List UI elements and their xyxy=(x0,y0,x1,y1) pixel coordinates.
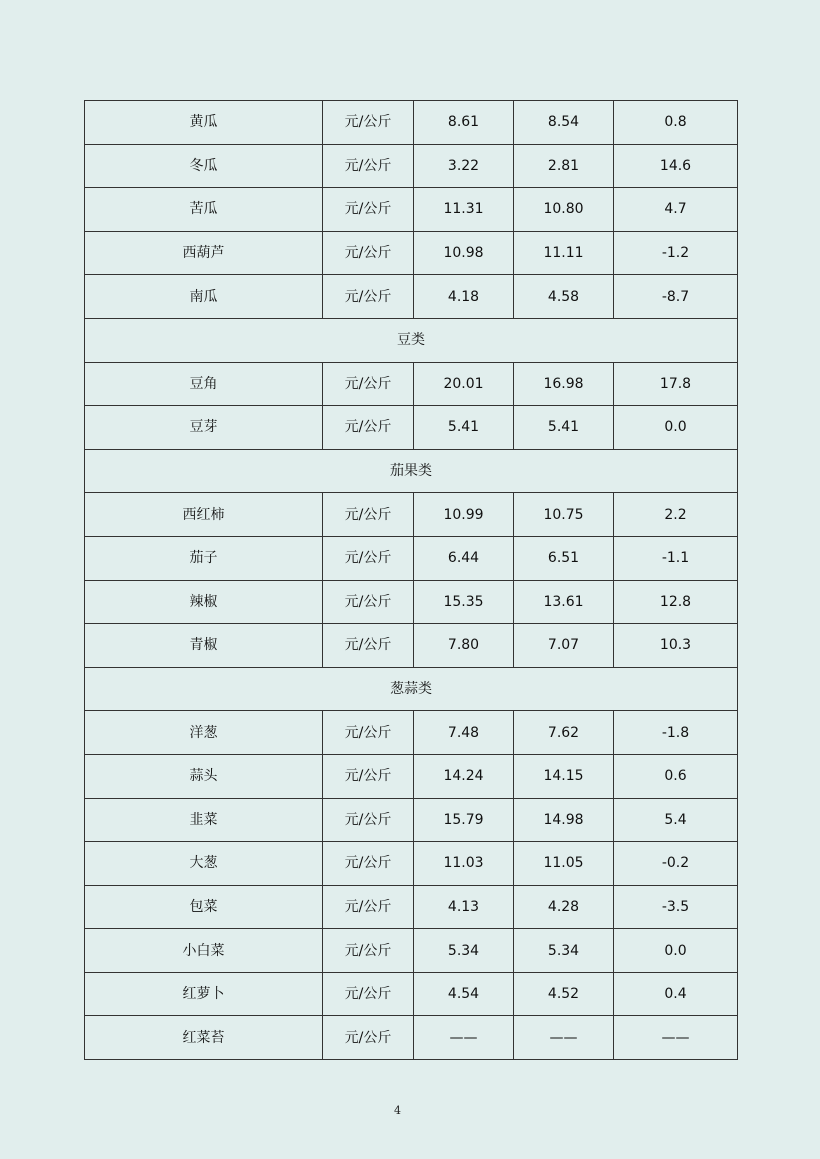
table-row xyxy=(85,101,738,145)
unit-cell: 元/公斤 xyxy=(323,842,414,886)
previous-price-cell: 7.07 xyxy=(514,624,614,668)
table-row xyxy=(85,711,738,755)
change-percent-cell: 0.4 xyxy=(614,972,738,1016)
change-percent-cell: —— xyxy=(614,1016,738,1060)
previous-price-cell: 16.98 xyxy=(514,362,614,406)
unit-cell: 元/公斤 xyxy=(323,798,414,842)
category-label: 豆类 xyxy=(85,318,738,362)
change-percent-cell: 0.0 xyxy=(614,929,738,973)
table-row xyxy=(85,188,738,232)
item-name-cell: 小白菜 xyxy=(85,929,323,973)
current-price-cell: 10.99 xyxy=(414,493,514,537)
unit-cell: 元/公斤 xyxy=(323,406,414,450)
table-row xyxy=(85,754,738,798)
table-row xyxy=(85,580,738,624)
unit-cell: 元/公斤 xyxy=(323,580,414,624)
previous-price-cell: 13.61 xyxy=(514,580,614,624)
unit-cell: 元/公斤 xyxy=(323,188,414,232)
current-price-cell: 11.03 xyxy=(414,842,514,886)
previous-price-cell: 8.54 xyxy=(514,101,614,145)
previous-price-cell: 5.34 xyxy=(514,929,614,973)
table-row xyxy=(85,493,738,537)
previous-price-cell: 5.41 xyxy=(514,406,614,450)
table-row xyxy=(85,362,738,406)
table-row xyxy=(85,275,738,319)
category-label: 茄果类 xyxy=(85,449,738,493)
current-price-cell: 4.54 xyxy=(414,972,514,1016)
unit-cell: 元/公斤 xyxy=(323,624,414,668)
item-name-cell: 豆角 xyxy=(85,362,323,406)
table-row xyxy=(85,798,738,842)
change-percent-cell: -8.7 xyxy=(614,275,738,319)
unit-cell: 元/公斤 xyxy=(323,929,414,973)
category-row xyxy=(85,318,738,362)
item-name-cell: 西红柿 xyxy=(85,493,323,537)
previous-price-cell: 14.15 xyxy=(514,754,614,798)
change-percent-cell: -1.2 xyxy=(614,231,738,275)
item-name-cell: 包菜 xyxy=(85,885,323,929)
change-percent-cell: -1.8 xyxy=(614,711,738,755)
current-price-cell: 11.31 xyxy=(414,188,514,232)
current-price-cell: 14.24 xyxy=(414,754,514,798)
item-name-cell: 南瓜 xyxy=(85,275,323,319)
current-price-cell: 7.48 xyxy=(414,711,514,755)
item-name-cell: 茄子 xyxy=(85,536,323,580)
current-price-cell: 3.22 xyxy=(414,144,514,188)
item-name-cell: 西葫芦 xyxy=(85,231,323,275)
current-price-cell: 7.80 xyxy=(414,624,514,668)
item-name-cell: 红萝卜 xyxy=(85,972,323,1016)
change-percent-cell: 5.4 xyxy=(614,798,738,842)
change-percent-cell: 0.8 xyxy=(614,101,738,145)
item-name-cell: 黄瓜 xyxy=(85,101,323,145)
table-row xyxy=(85,885,738,929)
previous-price-cell: 10.80 xyxy=(514,188,614,232)
category-row xyxy=(85,667,738,711)
table-row xyxy=(85,1016,738,1060)
current-price-cell: 15.35 xyxy=(414,580,514,624)
previous-price-cell: 4.58 xyxy=(514,275,614,319)
unit-cell: 元/公斤 xyxy=(323,711,414,755)
change-percent-cell: -0.2 xyxy=(614,842,738,886)
item-name-cell: 青椒 xyxy=(85,624,323,668)
vegetable-price-table xyxy=(84,100,738,1060)
item-name-cell: 辣椒 xyxy=(85,580,323,624)
item-name-cell: 苦瓜 xyxy=(85,188,323,232)
item-name-cell: 洋葱 xyxy=(85,711,323,755)
previous-price-cell: 14.98 xyxy=(514,798,614,842)
change-percent-cell: -1.1 xyxy=(614,536,738,580)
change-percent-cell: 14.6 xyxy=(614,144,738,188)
current-price-cell: 20.01 xyxy=(414,362,514,406)
change-percent-cell: 12.8 xyxy=(614,580,738,624)
unit-cell: 元/公斤 xyxy=(323,972,414,1016)
current-price-cell: —— xyxy=(414,1016,514,1060)
table-row xyxy=(85,144,738,188)
previous-price-cell: —— xyxy=(514,1016,614,1060)
change-percent-cell: 17.8 xyxy=(614,362,738,406)
change-percent-cell: 0.6 xyxy=(614,754,738,798)
unit-cell: 元/公斤 xyxy=(323,493,414,537)
change-percent-cell: -3.5 xyxy=(614,885,738,929)
current-price-cell: 5.34 xyxy=(414,929,514,973)
unit-cell: 元/公斤 xyxy=(323,536,414,580)
unit-cell: 元/公斤 xyxy=(323,1016,414,1060)
change-percent-cell: 4.7 xyxy=(614,188,738,232)
previous-price-cell: 4.52 xyxy=(514,972,614,1016)
item-name-cell: 冬瓜 xyxy=(85,144,323,188)
current-price-cell: 5.41 xyxy=(414,406,514,450)
table-row xyxy=(85,842,738,886)
unit-cell: 元/公斤 xyxy=(323,101,414,145)
table-row xyxy=(85,624,738,668)
unit-cell: 元/公斤 xyxy=(323,754,414,798)
current-price-cell: 6.44 xyxy=(414,536,514,580)
table-row xyxy=(85,231,738,275)
item-name-cell: 豆芽 xyxy=(85,406,323,450)
change-percent-cell: 0.0 xyxy=(614,406,738,450)
current-price-cell: 4.13 xyxy=(414,885,514,929)
table-row xyxy=(85,536,738,580)
item-name-cell: 大葱 xyxy=(85,842,323,886)
previous-price-cell: 11.11 xyxy=(514,231,614,275)
table-body xyxy=(85,101,738,1060)
category-label: 葱蒜类 xyxy=(85,667,738,711)
item-name-cell: 蒜头 xyxy=(85,754,323,798)
current-price-cell: 10.98 xyxy=(414,231,514,275)
unit-cell: 元/公斤 xyxy=(323,362,414,406)
previous-price-cell: 2.81 xyxy=(514,144,614,188)
item-name-cell: 红菜苔 xyxy=(85,1016,323,1060)
unit-cell: 元/公斤 xyxy=(323,885,414,929)
item-name-cell: 韭菜 xyxy=(85,798,323,842)
table-row xyxy=(85,972,738,1016)
change-percent-cell: 10.3 xyxy=(614,624,738,668)
previous-price-cell: 6.51 xyxy=(514,536,614,580)
current-price-cell: 4.18 xyxy=(414,275,514,319)
change-percent-cell: 2.2 xyxy=(614,493,738,537)
table-row xyxy=(85,406,738,450)
unit-cell: 元/公斤 xyxy=(323,231,414,275)
previous-price-cell: 4.28 xyxy=(514,885,614,929)
current-price-cell: 15.79 xyxy=(414,798,514,842)
previous-price-cell: 10.75 xyxy=(514,493,614,537)
current-price-cell: 8.61 xyxy=(414,101,514,145)
previous-price-cell: 7.62 xyxy=(514,711,614,755)
unit-cell: 元/公斤 xyxy=(323,144,414,188)
page-number: 4 xyxy=(394,1104,401,1117)
previous-price-cell: 11.05 xyxy=(514,842,614,886)
category-row xyxy=(85,449,738,493)
unit-cell: 元/公斤 xyxy=(323,275,414,319)
table-row xyxy=(85,929,738,973)
